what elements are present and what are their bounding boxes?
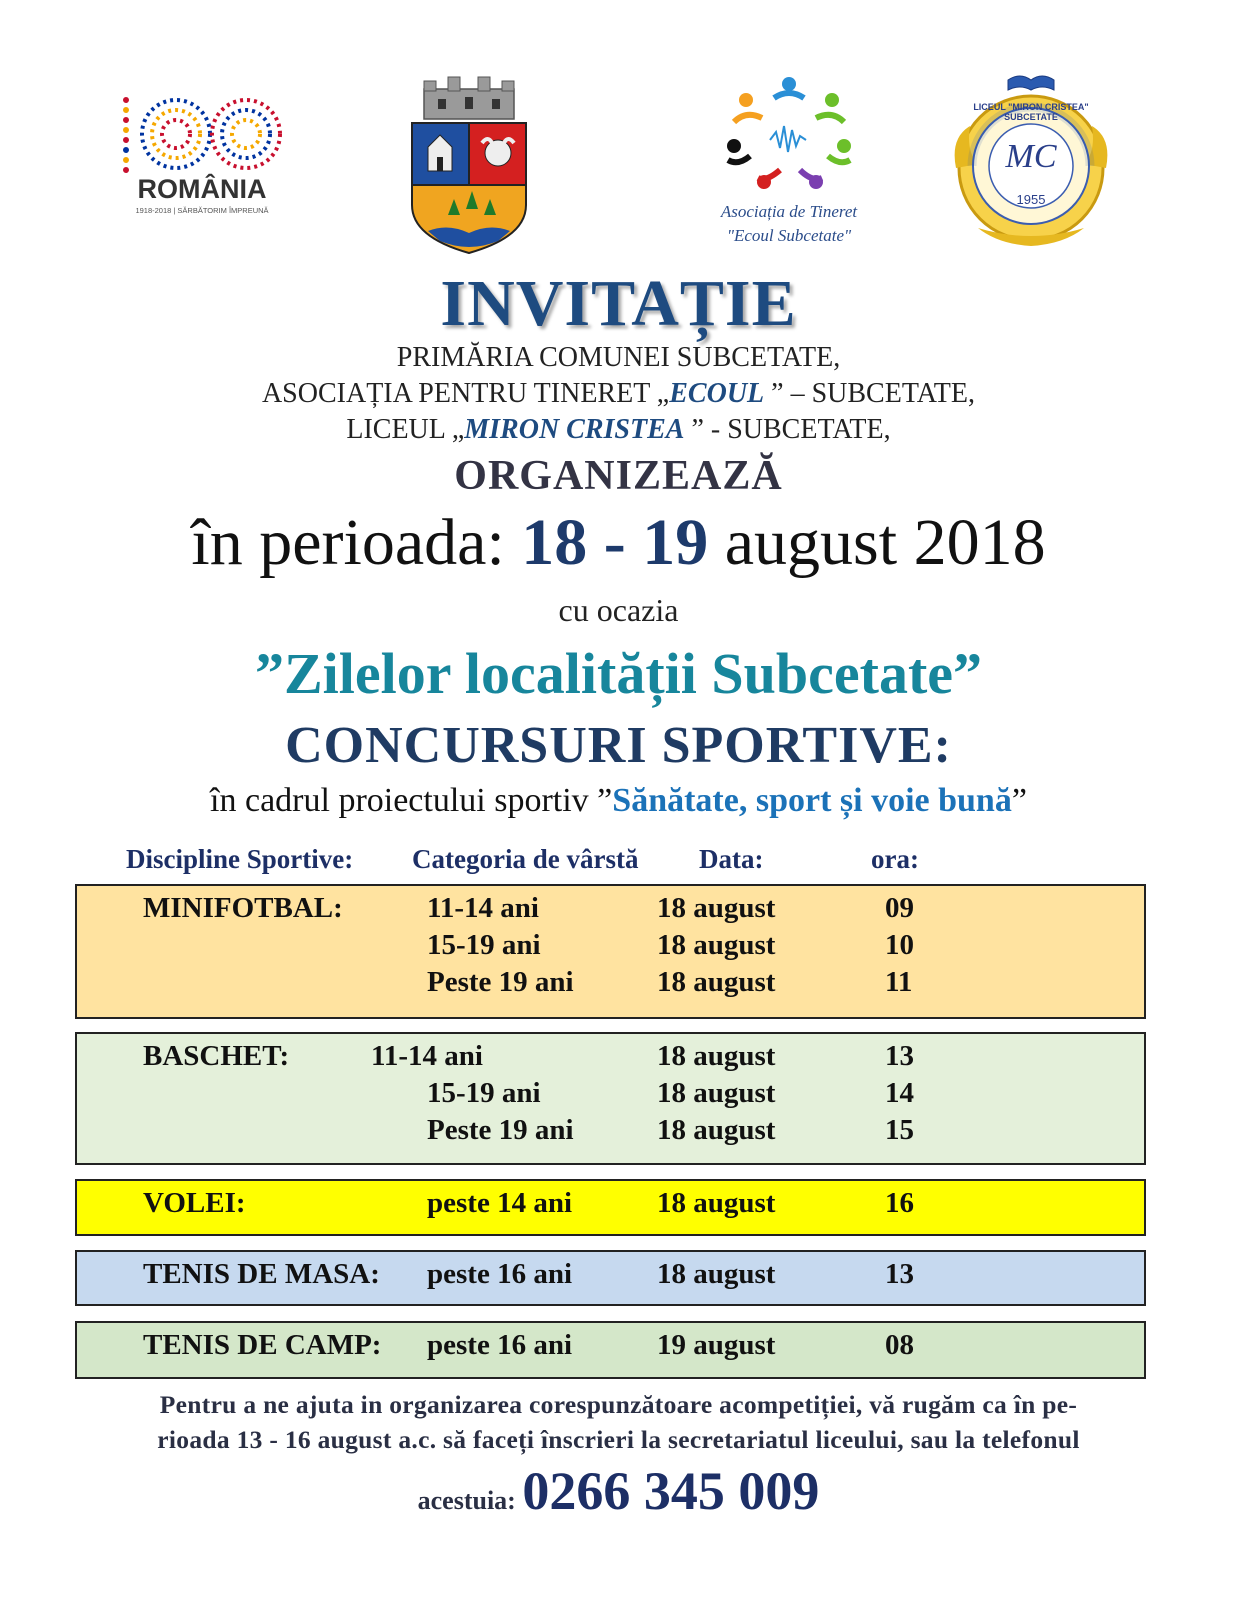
minifotbal-date-2: 18 august — [657, 929, 776, 961]
event-period — [0, 505, 1237, 581]
school-logo — [948, 68, 1114, 250]
period-prefix: în perioada: — [191, 506, 522, 579]
romania-100-logo — [118, 92, 288, 222]
tenis-camp-label: TENIS DE CAMP: — [143, 1329, 382, 1361]
project-prefix: în cadrul proiectului sportiv ” — [210, 782, 613, 819]
romania-logo-subtitle: 1918-2018 | SĂRBĂTORIM ÎMPREUNĂ — [135, 206, 269, 215]
baschet-date-3: 18 august — [657, 1114, 776, 1146]
header-category: Categoria de vârstă — [412, 844, 639, 874]
school-logo-monogram: MC — [1005, 138, 1057, 175]
subcetate-coat-of-arms — [408, 75, 530, 255]
baschet-category-3: Peste 19 ani — [427, 1114, 574, 1146]
tenis-camp-category: peste 16 ani — [427, 1329, 572, 1361]
organizer-line-2-pre: ASOCIAȚIA PENTRU TINERET „ — [261, 378, 670, 409]
footer-contact — [0, 1460, 1237, 1522]
coat-of-arms-icon — [408, 75, 530, 255]
footer-label: acestuia: — [417, 1486, 523, 1515]
project-line — [0, 782, 1237, 820]
tenis-masa-hour: 13 — [885, 1258, 914, 1290]
organizer-line-3-em: MIRON CRISTEA — [464, 414, 685, 445]
period-suffix: august 2018 — [708, 506, 1046, 579]
period-dates: 18 - 19 — [521, 506, 709, 579]
event-name: ”Zilelor localității Subcetate” — [254, 641, 983, 706]
footer-line-2: rioada 13 - 16 august a.c. să faceți înscrieri la secretariatul liceului, sau la telefonul — [157, 1425, 1080, 1454]
baschet-category-1: 11-14 ani — [371, 1040, 483, 1072]
school-logo-arc-text: LICEUL "MIRON CRISTEA" SUBCETATE — [973, 102, 1089, 122]
minifotbal-hour-2: 10 — [885, 929, 914, 961]
occasion-text: cu ocazia — [558, 592, 679, 628]
baschet-hour-2: 14 — [885, 1077, 914, 1109]
organizer-line-1: PRIMĂRIA COMUNEI SUBCETATE, — [396, 342, 841, 373]
association-logo-line1: Asociația de Tineret — [720, 202, 858, 221]
organizer-line-3 — [0, 414, 1237, 446]
minifotbal-hour-1: 09 — [885, 892, 914, 924]
tenis-camp-hour: 08 — [885, 1329, 914, 1361]
minifotbal-date-1: 18 august — [657, 892, 776, 924]
project-name: Sănătate, sport și voie bună — [612, 782, 1012, 819]
minifotbal-category-2: 15-19 ani — [427, 929, 541, 961]
tenis-masa-category: peste 16 ani — [427, 1258, 572, 1290]
romania-logo-title: ROMÂNIA — [137, 174, 267, 204]
tenis-camp-date: 19 august — [657, 1329, 776, 1361]
invitation-title: INVITAȚIE — [440, 267, 797, 340]
volei-date: 18 august — [657, 1187, 776, 1219]
tenis-masa-date: 18 august — [657, 1258, 776, 1290]
volei-category: peste 14 ani — [427, 1187, 572, 1219]
school-logo-year: 1955 — [1016, 192, 1046, 207]
baschet-label: BASCHET: — [143, 1040, 290, 1072]
organizer-line-3-post: ” - SUBCETATE, — [684, 414, 891, 445]
minifotbal-category-3: Peste 19 ani — [427, 966, 574, 998]
minifotbal-hour-3: 11 — [885, 966, 913, 998]
volei-label: VOLEI: — [143, 1187, 246, 1219]
organizer-line-2-em: ECOUL — [669, 378, 765, 409]
volei-hour: 16 — [885, 1187, 914, 1219]
header-discipline: Discipline Sportive: — [126, 844, 354, 874]
project-suffix: ” — [1011, 782, 1027, 819]
header-hour: ora: — [871, 844, 919, 874]
organizeaza-heading: ORGANIZEAZĂ — [454, 453, 783, 499]
tenis-masa-label: TENIS DE MASA: — [143, 1258, 380, 1290]
header-date: Data: — [699, 844, 764, 874]
organizer-line-2 — [0, 378, 1237, 410]
association-logo-line2: "Ecoul Subcetate" — [726, 226, 852, 245]
association-logo — [704, 70, 874, 255]
footer-line-1: Pentru a ne ajuta in organizarea corespunzătoare acompetiției, vă rugăm ca în pe- — [159, 1390, 1078, 1419]
baschet-date-2: 18 august — [657, 1077, 776, 1109]
baschet-hour-1: 13 — [885, 1040, 914, 1072]
minifotbal-category-1: 11-14 ani — [427, 892, 539, 924]
organizer-line-3-pre: LICEUL „ — [346, 414, 465, 445]
baschet-date-1: 18 august — [657, 1040, 776, 1072]
competitions-heading: CONCURSURI SPORTIVE: — [285, 717, 952, 774]
minifotbal-date-3: 18 august — [657, 966, 776, 998]
association-figures-icon — [704, 70, 874, 200]
phone-number: 0266 345 009 — [522, 1461, 820, 1521]
baschet-hour-3: 15 — [885, 1114, 914, 1146]
minifotbal-label: MINIFOTBAL: — [143, 892, 343, 924]
organizer-line-2-post: ” – SUBCETATE, — [764, 378, 976, 409]
baschet-category-2: 15-19 ani — [427, 1077, 541, 1109]
